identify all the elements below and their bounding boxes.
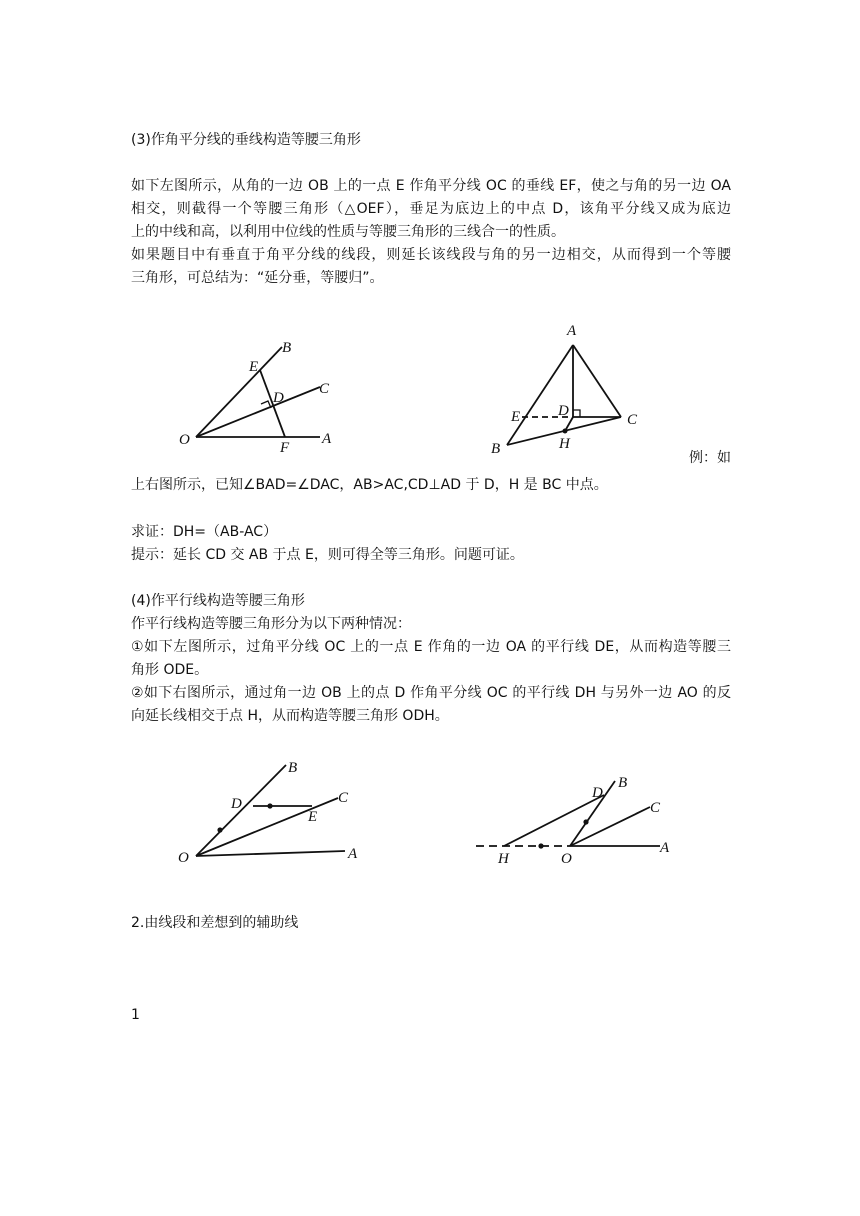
fig1-label-D: D [273, 390, 284, 406]
fig3-label-C: C [338, 790, 349, 806]
section4-heading: (4)作平行线构造等腰三角形 [131, 593, 305, 609]
fig1-label-B: B [282, 340, 292, 356]
fig4-label-H: H [498, 851, 509, 867]
case2-line1: ②如下右图所示，通过角一边 OB 上的点 D 作角平分线 OC 的平行线 DH 与另外一边 AO 的反 [131, 685, 731, 701]
prove-statement: 求证：DH=（AB-AC） [131, 524, 278, 540]
section4-intro: 作平行线构造等腰三角形分为以下两种情况： [131, 616, 411, 632]
fig4-label-D: D [592, 785, 603, 801]
section3-heading: (3)作角平分线的垂线构造等腰三角形 [131, 132, 361, 148]
example-statement: 上右图所示，已知∠BAD=∠DAC，AB>AC,CD⊥AD 于 D，H 是 BC 中点。 [131, 477, 608, 493]
hint-statement: 提示：延长 CD 交 AB 于点 E，则可得全等三角形。问题可证。 [131, 547, 524, 563]
fig3-label-B: B [288, 760, 298, 776]
fig2-label-H: H [559, 436, 570, 452]
page-number: 1 [131, 1007, 140, 1023]
case1-line2: 角形 ODE。 [131, 662, 209, 678]
fig3-label-E: E [308, 809, 318, 825]
fig3-label-D: D [231, 796, 242, 812]
fig1-label-C: C [319, 381, 330, 397]
figure-angle-bisector-perpendicular [170, 330, 350, 455]
fig2-label-B: B [491, 441, 501, 457]
fig2-label-E: E [511, 409, 521, 425]
case1-line1: ①如下左图所示，过角平分线 OC 上的一点 E 作角的一边 OA 的平行线 DE，从而构造等腰三 [131, 639, 731, 655]
paragraph1-line1: 如下左图所示，从角的一边 OB 上的一点 E 作角平分线 OC 的垂线 EF，使之与角的另一边 OA [131, 178, 731, 194]
fig4-label-O: O [561, 851, 572, 867]
fig2-label-C: C [627, 412, 638, 428]
fig1-label-E: E [249, 359, 259, 375]
paragraph2-line1: 如果题目中有垂直于角平分线的线段，则延长该线段与角的另一边相交，从而得到一个等腰 [131, 247, 731, 263]
fig3-label-O: O [178, 850, 189, 866]
paragraph1-line2: 相交，则截得一个等腰三角形（△OEF），垂足为底边上的中点 D，该角平分线又成为底边 [131, 201, 731, 217]
fig1-label-O: O [179, 432, 190, 448]
fig4-label-A: A [660, 840, 670, 856]
fig2-label-D: D [558, 403, 569, 419]
fig4-label-B: B [618, 775, 628, 791]
figure-triangle-abc [485, 318, 650, 458]
case2-line2: 向延长线相交于点 H，从而构造等腰三角形 ODH。 [131, 708, 449, 724]
fig3-label-A: A [348, 846, 358, 862]
paragraph2-line2: 三角形，可总结为：“延分垂，等腰归”。 [131, 270, 384, 286]
paragraph1-line3: 上的中线和高，以利用中位线的性质与等腰三角形的三线合一的性质。 [131, 224, 565, 240]
fig1-label-F: F [280, 440, 290, 455]
fig1-label-A: A [322, 431, 332, 447]
fig4-label-C: C [650, 800, 661, 816]
fig2-label-A: A [567, 323, 577, 339]
example-label: 例：如 [689, 450, 731, 466]
figure-parallel-to-side [170, 752, 370, 870]
section2-heading: 2.由线段和差想到的辅助线 [131, 915, 299, 931]
figure-parallel-to-bisector [470, 762, 680, 870]
